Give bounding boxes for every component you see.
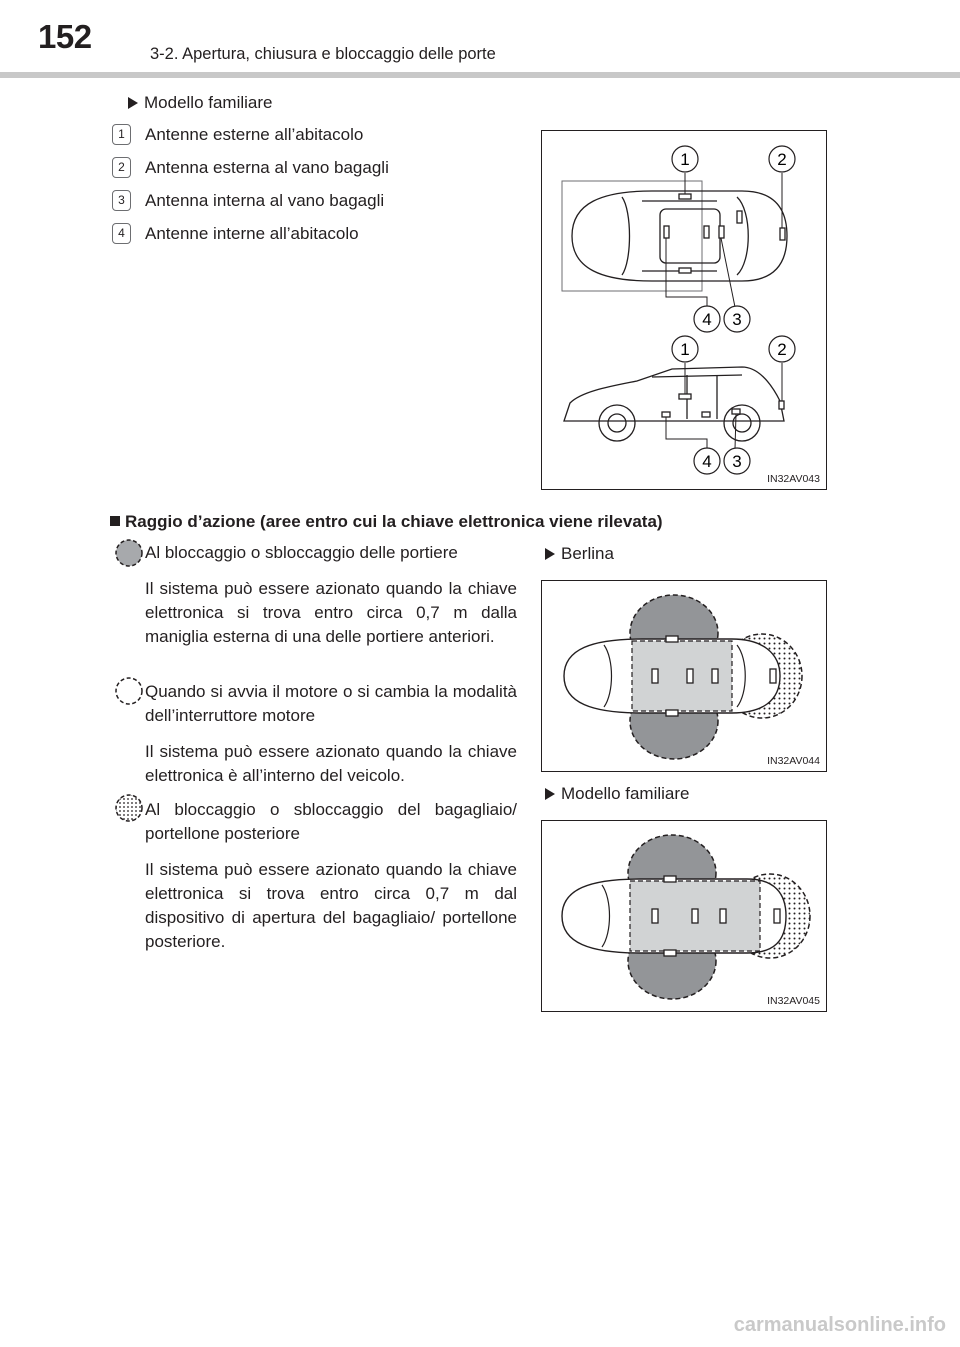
interior-zone-icon — [114, 676, 144, 706]
range-diagram-familiare-svg — [542, 821, 826, 1011]
zone-3-title: Al bloccaggio o sbloccaggio del bagagliaio/ portellone posteriore — [145, 800, 517, 843]
section-title: 3-2. Apertura, chiusura e bloccaggio delle porte — [150, 45, 496, 63]
number-badge-4: 4 — [112, 223, 131, 244]
number-badge-3: 3 — [112, 190, 131, 211]
range-figure-familiare — [541, 820, 827, 1012]
antenna-item-label: Antenne interne all’abitacolo — [145, 224, 359, 243]
antenna-markers-side — [662, 394, 784, 417]
square-bullet-icon — [110, 516, 120, 526]
figure-code: IN32AV045 — [767, 995, 820, 1007]
site-watermark: carmanualsonline.info — [733, 1314, 946, 1336]
callout-2: 2 — [777, 150, 787, 169]
car-top-view — [562, 181, 787, 291]
model-label-familiare — [128, 91, 273, 115]
antenna-markers-top — [664, 194, 785, 273]
range-diagram-berlina-svg — [542, 581, 826, 771]
figure-label-familiare — [545, 782, 690, 806]
zone-1-body: Il sistema può essere azionato quando la chiave elettronica si trova entro circa 0,7 m dalla maniglia esterna di una delle portiere anteriori. — [145, 579, 517, 646]
antenna-item-label: Antenne esterne all’abitacolo — [145, 125, 364, 144]
car-side-view — [564, 367, 784, 441]
callout-2: 2 — [777, 340, 787, 359]
figure-label-text: Berlina — [561, 544, 614, 563]
callout-1: 1 — [680, 150, 690, 169]
triangle-bullet-icon — [128, 97, 138, 109]
header-divider — [0, 72, 960, 78]
range-section-heading — [110, 512, 663, 532]
callout-4: 4 — [702, 452, 712, 471]
antenna-item-label: Antenna esterna al vano bagagli — [145, 158, 389, 177]
number-badge-2: 2 — [112, 157, 131, 178]
triangle-bullet-icon — [545, 788, 555, 800]
number-badge-1: 1 — [112, 124, 131, 145]
figure-label-berlina — [545, 542, 614, 566]
callout-3: 3 — [732, 310, 742, 329]
callout-1: 1 — [680, 340, 690, 359]
zone-3-body: Il sistema può essere azionato quando la chiave elettronica si trova entro circa 0,7 m dal dispositivo di apertura del bagagliaio/ portellone posteriore. — [145, 860, 517, 951]
antenna-location-figure — [541, 130, 827, 490]
range-heading-text: Raggio d’azione (aree entro cui la chiave elettronica viene rilevata) — [125, 512, 663, 531]
figure-label-text: Modello familiare — [561, 784, 690, 803]
callout-4: 4 — [702, 310, 712, 329]
leader-lines-top — [666, 173, 782, 307]
range-figure-berlina — [541, 580, 827, 772]
page-number: 152 — [38, 18, 92, 55]
antenna-diagram-svg — [542, 131, 826, 489]
dotted-zone-icon — [114, 793, 144, 823]
zone-1-title: Al bloccaggio o sbloccaggio delle portiere — [145, 543, 458, 562]
solid-zone-icon — [114, 538, 144, 568]
figure-code: IN32AV043 — [767, 473, 820, 485]
zone-2-title: Quando si avvia il motore o si cambia la modalità dell’interruttore motore — [145, 682, 517, 725]
figure-code: IN32AV044 — [767, 755, 820, 767]
callout-3: 3 — [732, 452, 742, 471]
model-label-text: Modello familiare — [144, 93, 273, 112]
triangle-bullet-icon — [545, 548, 555, 560]
antenna-item-label: Antenna interna al vano bagagli — [145, 191, 385, 210]
zone-2-body: Il sistema può essere azionato quando la chiave elettronica è all’interno del veicolo. — [145, 742, 517, 785]
